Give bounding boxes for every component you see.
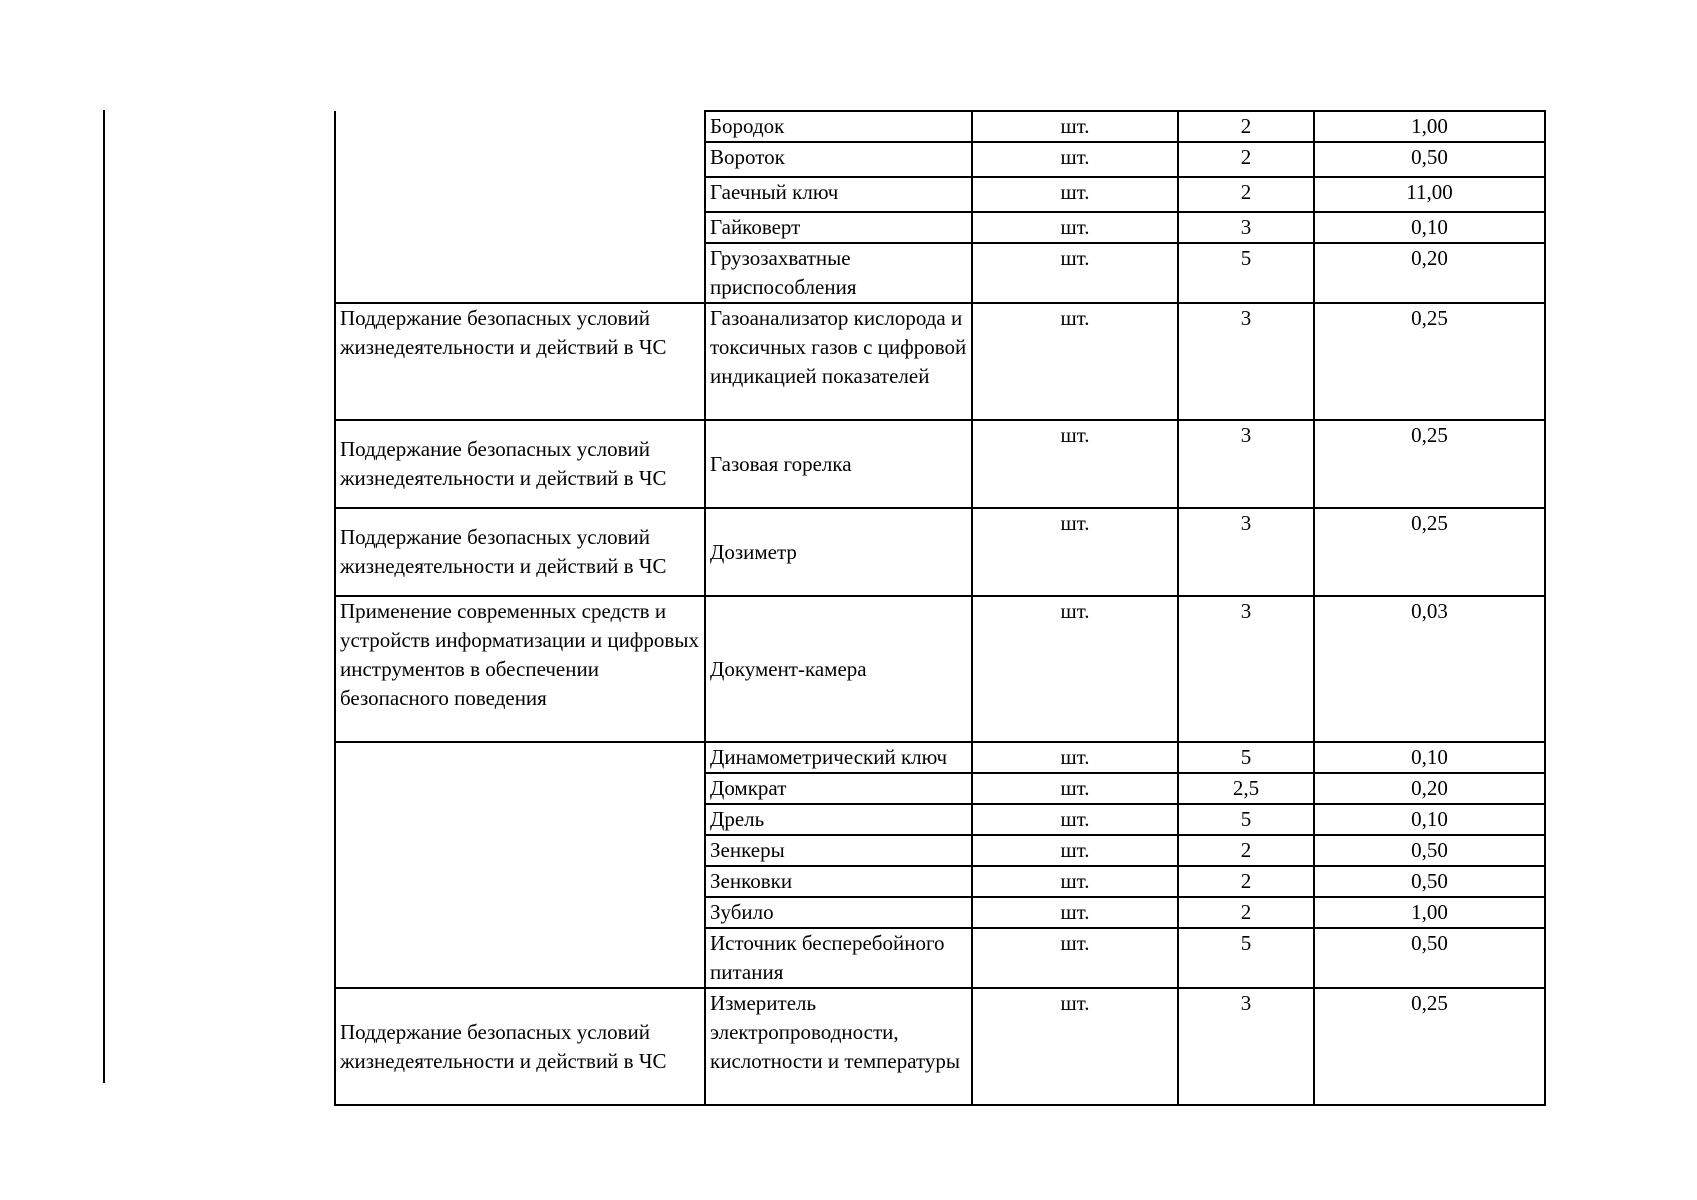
item-qty: 2 — [1178, 866, 1314, 897]
item-qty: 3 — [1178, 420, 1314, 508]
equipment-table — [334, 110, 1546, 1106]
item-norm: 0,50 — [1314, 866, 1545, 897]
item-name: Документ-камера — [705, 596, 972, 742]
item-qty: 2 — [1178, 111, 1314, 142]
item-unit: шт. — [972, 773, 1178, 804]
item-norm: 0,50 — [1314, 928, 1545, 988]
item-unit: шт. — [972, 420, 1178, 508]
item-qty: 2 — [1178, 897, 1314, 928]
item-name: Зубило — [705, 897, 972, 928]
item-name: Дрель — [705, 804, 972, 835]
table-row — [335, 111, 1545, 142]
item-unit: шт. — [972, 212, 1178, 243]
item-qty: 2 — [1178, 835, 1314, 866]
item-norm: 0,25 — [1314, 988, 1545, 1105]
item-qty: 5 — [1178, 928, 1314, 988]
item-unit: шт. — [972, 928, 1178, 988]
item-name: Бородок — [705, 111, 972, 142]
left-margin-rule — [103, 110, 105, 1083]
item-name: Гаечный ключ — [705, 177, 972, 212]
table-row — [335, 742, 1545, 773]
item-name: Дозиметр — [705, 508, 972, 596]
item-unit: шт. — [972, 142, 1178, 177]
item-qty: 3 — [1178, 212, 1314, 243]
item-name: Гайковерт — [705, 212, 972, 243]
area-cell: Поддержание безопасных условий жизнедеятельности и действий в ЧС — [335, 988, 705, 1105]
item-norm: 0,03 — [1314, 596, 1545, 742]
item-qty: 2 — [1178, 177, 1314, 212]
item-norm: 0,50 — [1314, 835, 1545, 866]
area-cell: Применение современных средств и устройств информатизации и цифровых инструментов в обеспечении безопасного поведения — [335, 596, 705, 742]
item-qty: 3 — [1178, 508, 1314, 596]
item-qty: 5 — [1178, 742, 1314, 773]
item-qty: 3 — [1178, 988, 1314, 1105]
item-unit: шт. — [972, 866, 1178, 897]
item-norm: 0,50 — [1314, 142, 1545, 177]
item-unit: шт. — [972, 835, 1178, 866]
item-norm: 11,00 — [1314, 177, 1545, 212]
item-name: Вороток — [705, 142, 972, 177]
item-qty: 5 — [1178, 243, 1314, 303]
item-norm: 0,10 — [1314, 742, 1545, 773]
table-row — [335, 988, 1545, 1105]
item-norm: 0,20 — [1314, 243, 1545, 303]
item-norm: 0,25 — [1314, 508, 1545, 596]
item-name: Динамометрический ключ — [705, 742, 972, 773]
item-norm: 1,00 — [1314, 111, 1545, 142]
item-unit: шт. — [972, 177, 1178, 212]
item-name: Грузозахватные приспособления — [705, 243, 972, 303]
item-norm: 1,00 — [1314, 897, 1545, 928]
item-norm: 0,10 — [1314, 804, 1545, 835]
item-unit: шт. — [972, 897, 1178, 928]
table-row — [335, 508, 1545, 596]
area-cell — [335, 742, 705, 988]
item-name: Измеритель электропроводности, кислотности и температуры — [705, 988, 972, 1105]
item-name: Домкрат — [705, 773, 972, 804]
item-unit: шт. — [972, 111, 1178, 142]
area-cell: Поддержание безопасных условий жизнедеятельности и действий в ЧС — [335, 303, 705, 420]
item-name: Зенкеры — [705, 835, 972, 866]
item-qty: 3 — [1178, 596, 1314, 742]
item-norm: 0,25 — [1314, 420, 1545, 508]
item-name: Газоанализатор кислорода и токсичных газов с цифровой индикацией показателей — [705, 303, 972, 420]
item-unit: шт. — [972, 988, 1178, 1105]
area-cell — [335, 111, 705, 303]
item-norm: 0,10 — [1314, 212, 1545, 243]
item-qty: 5 — [1178, 804, 1314, 835]
item-qty: 2,5 — [1178, 773, 1314, 804]
item-unit: шт. — [972, 804, 1178, 835]
table-row — [335, 303, 1545, 420]
item-norm: 0,25 — [1314, 303, 1545, 420]
item-name: Зенковки — [705, 866, 972, 897]
item-unit: шт. — [972, 508, 1178, 596]
table-row — [335, 420, 1545, 508]
area-cell: Поддержание безопасных условий жизнедеятельности и действий в ЧС — [335, 420, 705, 508]
item-qty: 3 — [1178, 303, 1314, 420]
area-cell: Поддержание безопасных условий жизнедеятельности и действий в ЧС — [335, 508, 705, 596]
item-unit: шт. — [972, 742, 1178, 773]
item-unit: шт. — [972, 303, 1178, 420]
item-qty: 2 — [1178, 142, 1314, 177]
item-norm: 0,20 — [1314, 773, 1545, 804]
item-name: Газовая горелка — [705, 420, 972, 508]
item-unit: шт. — [972, 596, 1178, 742]
item-name: Источник бесперебойного питания — [705, 928, 972, 988]
table-row — [335, 596, 1545, 742]
item-unit: шт. — [972, 243, 1178, 303]
